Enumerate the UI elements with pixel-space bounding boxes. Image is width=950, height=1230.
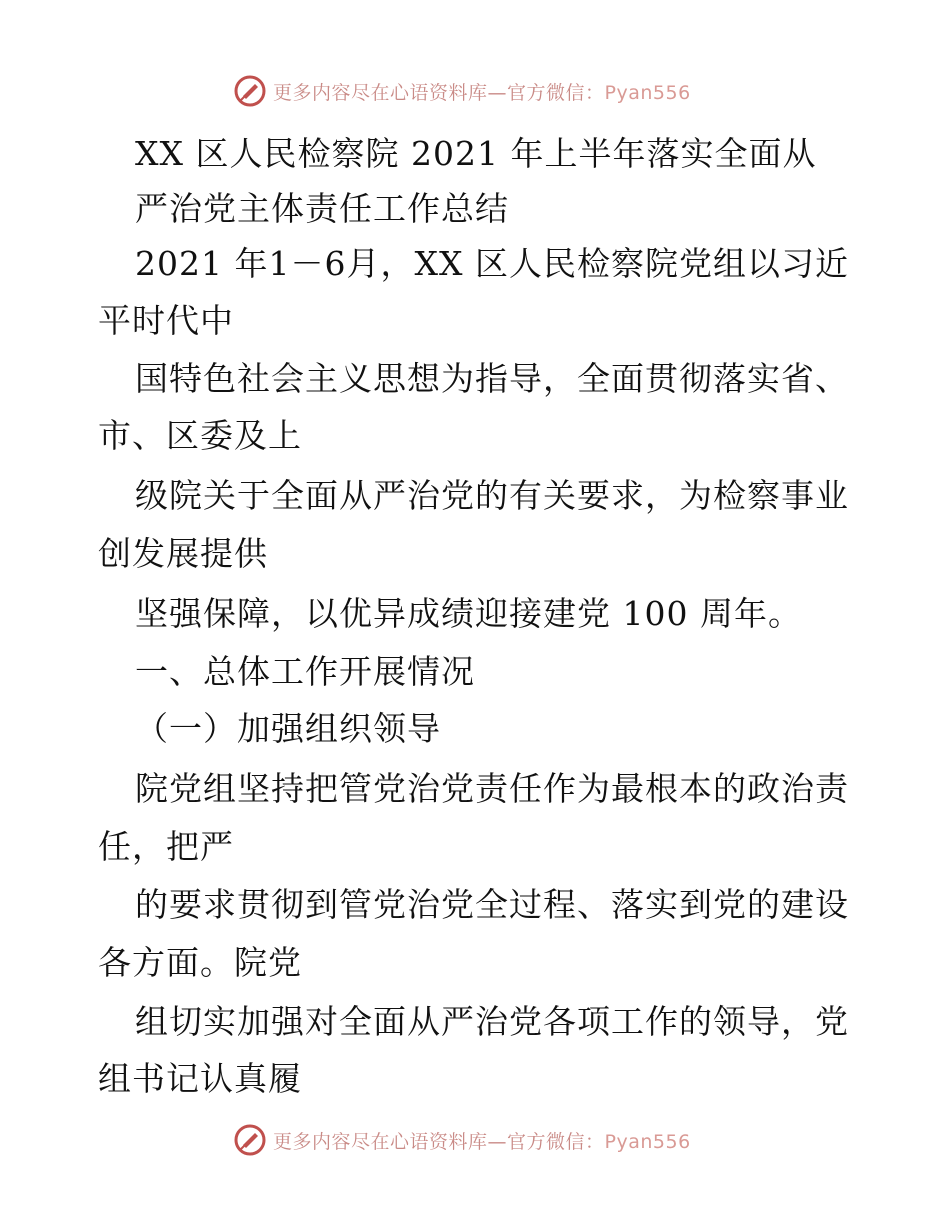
brand-logo-icon <box>233 1123 267 1157</box>
body-line: 任，把严 <box>98 827 234 866</box>
watermark-text: 更多内容尽在心语资料库—官方微信：Pyan556 <box>273 81 691 104</box>
body-line: 平时代中 <box>98 301 234 340</box>
body-line: 组书记认真履 <box>98 1059 302 1098</box>
section-heading: 一、总体工作开展情况 <box>135 652 475 691</box>
watermark-banner-bottom <box>233 1120 691 1160</box>
body-line: 级院关于全面从严治党的有关要求，为检察事业 <box>135 476 849 515</box>
body-line: 各方面。院党 <box>98 943 302 982</box>
body-line: 创发展提供 <box>98 534 268 573</box>
body-line: 院党组坚持把管党治党责任作为最根本的政治责 <box>135 769 849 808</box>
body-line: 市、区委及上 <box>98 416 302 455</box>
body-line: 组切实加强对全面从严治党各项工作的领导，党 <box>135 1002 849 1041</box>
watermark-text: 更多内容尽在心语资料库—官方微信：Pyan556 <box>273 1130 691 1153</box>
body-line: 2021 年1－6月，XX 区人民检察院党组以习近 <box>135 244 849 283</box>
brand-logo-icon <box>233 74 267 108</box>
watermark-banner-top <box>233 71 691 111</box>
body-line: 坚强保障，以优异成绩迎接建党 100 周年。 <box>135 594 802 633</box>
body-line: 的要求贯彻到管党治党全过程、落实到党的建设 <box>135 885 849 924</box>
doc-title-line-2: 严治党主体责任工作总结 <box>135 189 509 228</box>
body-line: 国特色社会主义思想为指导，全面贯彻落实省、 <box>135 359 849 398</box>
doc-title-line-1: XX 区人民检察院 2021 年上半年落实全面从 <box>135 134 817 173</box>
subsection-heading: （一）加强组织领导 <box>135 709 441 748</box>
